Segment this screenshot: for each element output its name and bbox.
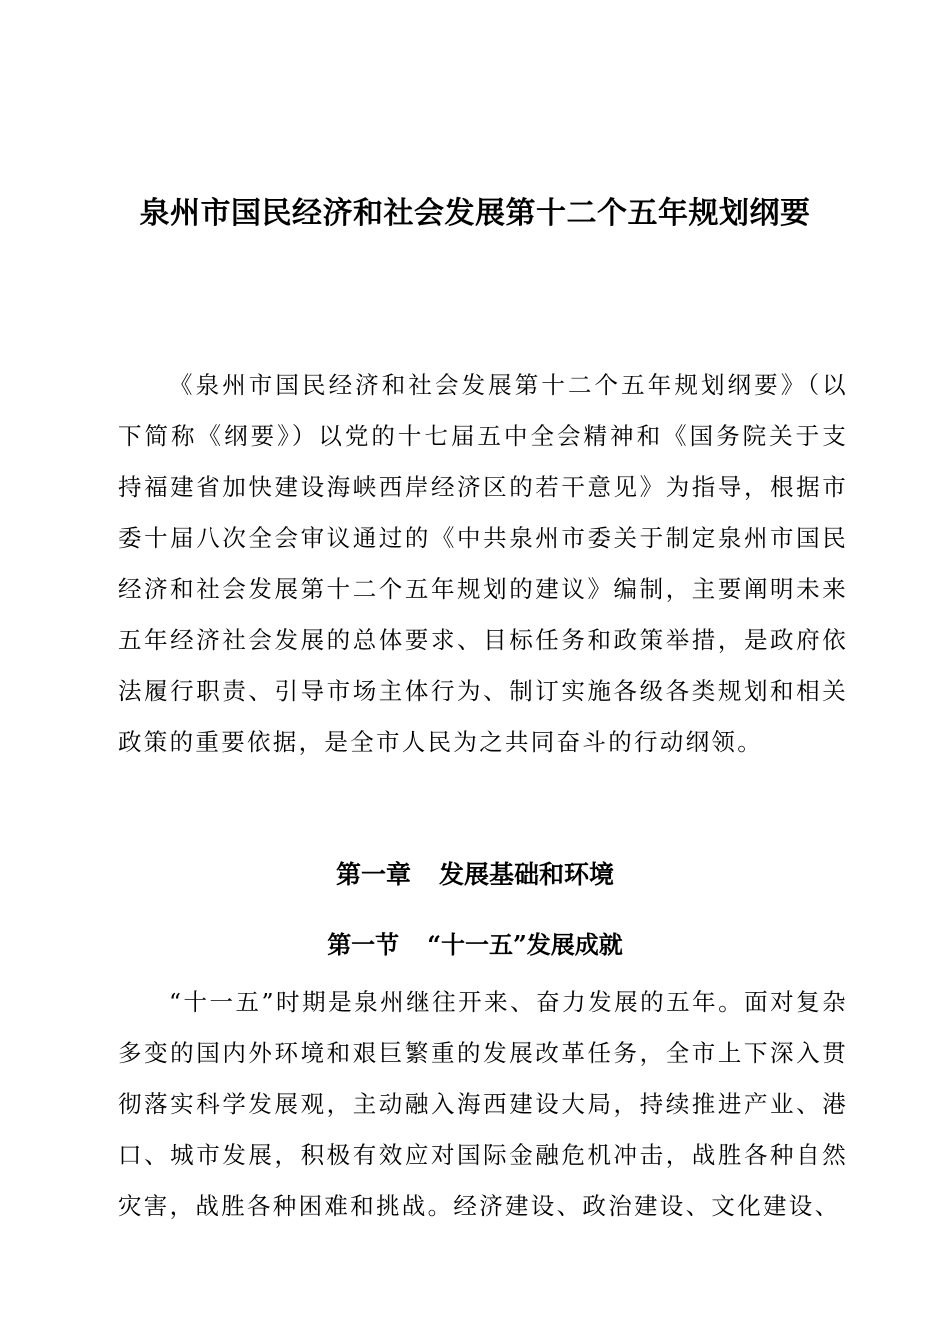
section-number: 第一节 [327, 930, 400, 959]
document-title: 泉州市国民经济和社会发展第十二个五年规划纲要 [139, 196, 811, 231]
chapter-title: 发展基础和环境 [439, 860, 615, 889]
intro-paragraph: 《泉州市国民经济和社会发展第十二个五年规划纲要》（以下简称《纲要》）以党的十七届五中全会精神和《国务院关于支持福建省加快建设海峡西岸经济区的若干意见》为指导，根据市委十届八次全会审议通过的《中共泉州市委关于制定泉州市国民经济和社会发展第十二个五年规划的建议》编制，主要阐明未来五年经济社会发展的总体要求、目标任务和政策举措，是政府依法履行职责、引导市场主体行为、制订实施各级各类规划和相关政策的重要依据，是全市人民为之共同奋斗的行动纲领。 [118, 371, 848, 756]
chapter-number: 第一章 [335, 860, 411, 889]
section-paragraph: “十一五”时期是泉州继往开来、奋力发展的五年。面对复杂多变的国内外环境和艰巨繁重的发展改革任务，全市上下深入贯彻落实科学发展观，主动融入海西建设大局，持续推进产业、港口、城市发展，积极有效应对国际金融危机冲击，战胜各种自然灾害，战胜各种困难和挑战。经济建设、政治建设、文化建设、 [118, 988, 848, 1220]
section-title: “十一五”发展成就 [427, 930, 623, 959]
section-heading [0, 922, 950, 968]
chapter-heading [0, 852, 950, 898]
